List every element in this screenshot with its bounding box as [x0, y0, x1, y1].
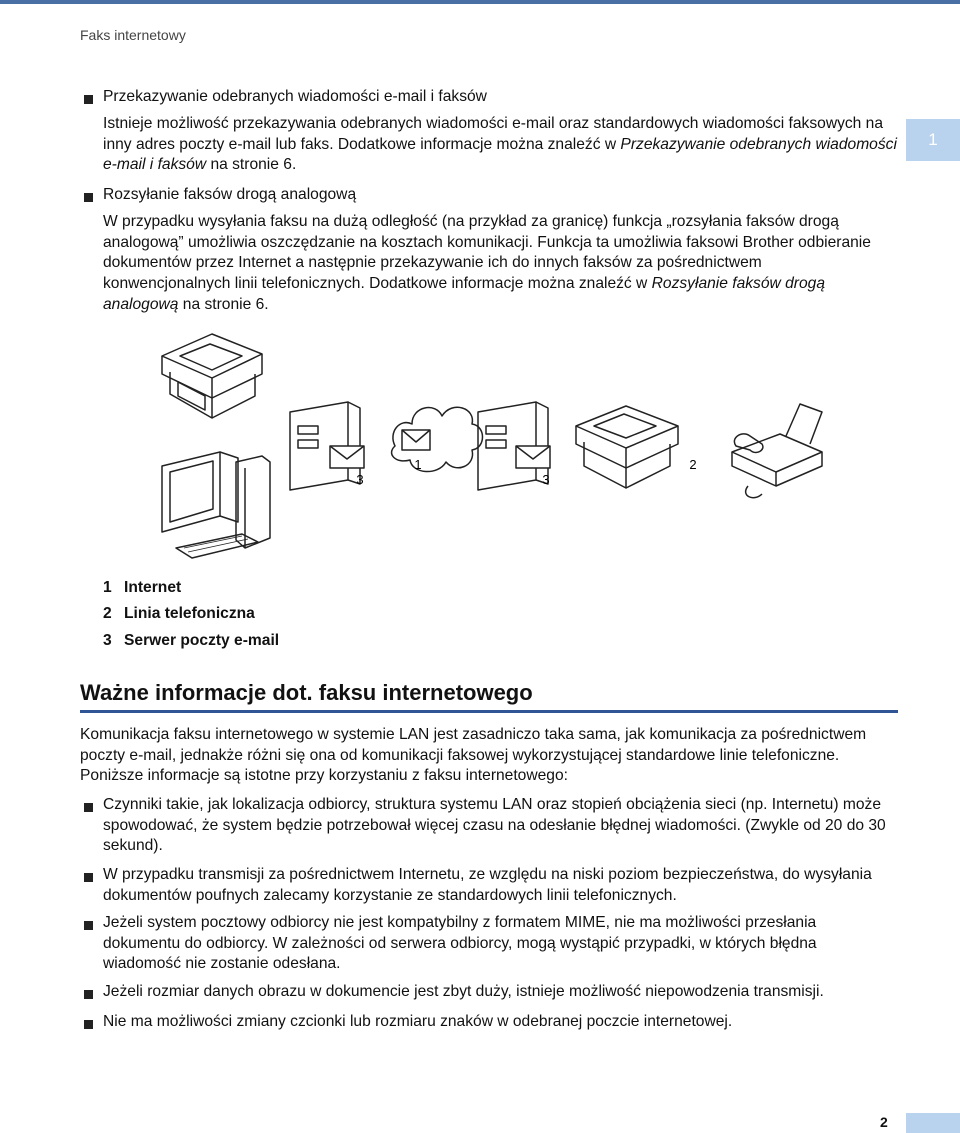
cross-reference-link[interactable]: Przekazywanie odebranych wiadomości e-mail i faksów	[103, 135, 897, 174]
page-number: 2	[880, 1114, 888, 1130]
computer-icon	[162, 452, 270, 558]
printer-icon	[576, 406, 678, 488]
envelope-icon	[516, 446, 550, 468]
bullet-square-icon	[84, 873, 93, 882]
legend-label: Serwer poczty e-mail	[124, 632, 280, 649]
legend-label: Linia telefoniczna	[124, 605, 255, 622]
running-header: Faks internetowy	[80, 27, 186, 43]
bullet-square-icon	[84, 921, 93, 930]
paragraph-text: W przypadku wysyłania faksu na dużą odległość (na przykład za granicę) funkcja „rozsyłania faksów drogą analogową” umożliwia oszczędzanie na kosztach komunikacji. Funkcja ta umożliwia faksowi Brother odbieranie dokumentów przez Internet a następnie przekazywanie ich do innych faksów za pośrednictwem konwencjonalnych linii telefonicznych. Dodatkowe informacje można znaleźć w	[103, 213, 871, 293]
paragraph-text: na stronie 6.	[178, 295, 269, 313]
list-item: Jeżeli rozmiar danych obrazu w dokumencie jest zbyt duży, istnieje możliwość niepowodzenia transmisji.	[103, 983, 824, 1000]
legend-number: 3	[103, 632, 112, 649]
bullet-heading-forwarding: Przekazywanie odebranych wiadomości e-mail i faksów	[103, 88, 487, 105]
relay-diagram	[150, 326, 830, 571]
paragraph-text: Istnieje możliwość przekazywania odebranych wiadomości e-mail oraz standardowych wiadomości faksowych na inny adres poczty e-mail lub faks. Dodatkowe informacje można znaleźć w	[103, 115, 884, 153]
intro-paragraph: Komunikacja faksu internetowego w systemie LAN jest zasadniczo taka sama, jak komunikacja za pośrednictwem poczty e-mail, jednakże różni się ona od komunikacji faksowej wykorzystującej standardowe linie telefoniczne. Poniższe informacje są istotne przy korzystaniu z faksu internetowego:	[80, 726, 867, 785]
fax-machine-icon	[732, 404, 822, 498]
paragraph-text: na stronie 6.	[206, 156, 297, 174]
bullet-square-icon	[84, 1020, 93, 1029]
page-tab	[906, 1113, 960, 1133]
printer-icon	[162, 334, 262, 418]
legend-item	[103, 632, 279, 650]
legend-number: 1	[103, 579, 112, 596]
bullet-square-icon	[84, 803, 93, 812]
bullet-heading-relay: Rozsyłanie faksów drogą analogową	[103, 186, 357, 203]
legend-label: Internet	[124, 579, 182, 596]
bullet-square-icon	[84, 95, 93, 104]
envelope-icon	[330, 446, 364, 468]
legend-item	[103, 605, 255, 623]
internet-cloud-icon	[392, 407, 483, 471]
legend-item	[103, 579, 181, 597]
list-item: W przypadku transmisji za pośrednictwem Internetu, ze względu na niski poziom bezpieczeństwa, do wysyłania dokumentów poufnych zalecamy korzystanie ze standardowych linii telefonicznych.	[103, 866, 872, 904]
diagram-label-3: 3	[542, 472, 550, 487]
diagram-label-1: 1	[414, 457, 422, 472]
section-heading: Ważne informacje dot. faksu internetowego	[80, 680, 533, 705]
chapter-tab: 1	[906, 119, 960, 161]
heading-rule	[80, 710, 898, 713]
list-item: Jeżeli system pocztowy odbiorcy nie jest kompatybilny z formatem MIME, nie ma możliwości przesłania dokumentu do odbiorcy. W zależności od serwera odbiorcy, mogą wystąpić przypadki, w których błędna wiadomość nie zostanie odesłana.	[103, 914, 817, 973]
cross-reference-link[interactable]: Rozsyłanie faksów drogą analogową	[103, 275, 826, 313]
paragraph-forwarding	[103, 114, 903, 176]
bullet-square-icon	[84, 193, 93, 202]
legend-number: 2	[103, 605, 112, 622]
bullet-square-icon	[84, 990, 93, 999]
list-item: Nie ma możliwości zmiany czcionki lub rozmiaru znaków w odebranej poczcie internetowej.	[103, 1013, 733, 1030]
paragraph-relay	[103, 212, 893, 316]
list-item: Czynniki takie, jak lokalizacja odbiorcy, struktura systemu LAN oraz stopień obciążenia sieci (np. Internetu) może spowodować, że system będzie potrzebował więcej czasu na odesłanie błędnej wiadomości. (Zwykle od 20 do 30 sekund).	[103, 796, 886, 855]
diagram-label-3: 3	[356, 472, 364, 487]
top-rule	[0, 0, 960, 4]
diagram-label-2: 2	[689, 457, 697, 472]
